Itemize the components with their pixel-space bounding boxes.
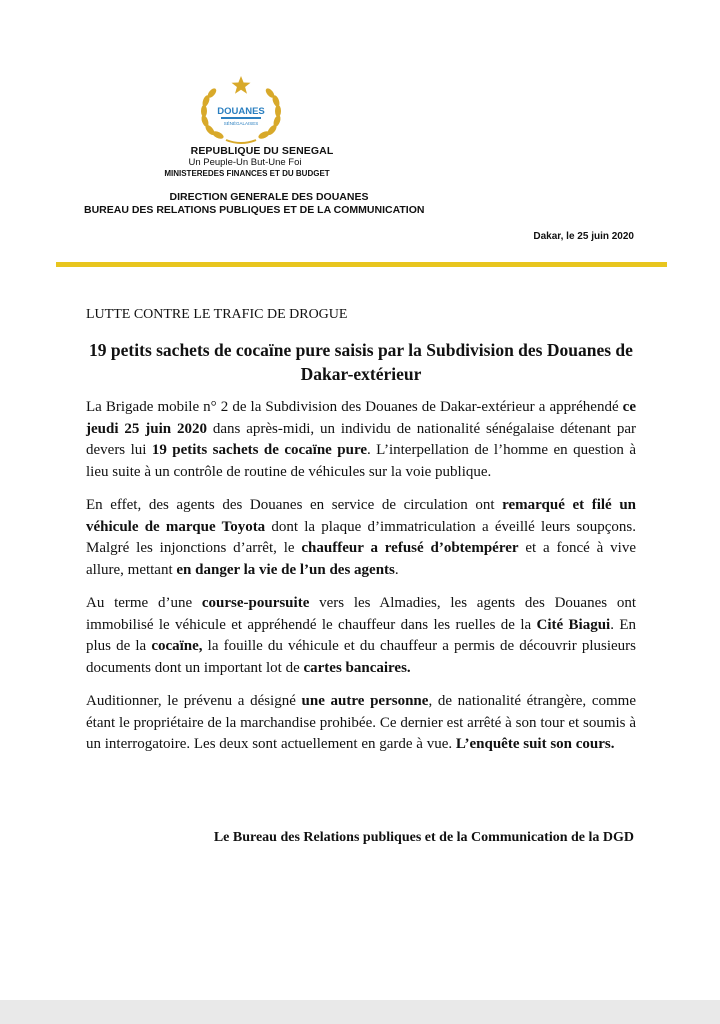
bold-span: cocaïne, xyxy=(151,638,203,654)
svg-text:SÉNÉGALAISES: SÉNÉGALAISES xyxy=(223,121,259,126)
douanes-emblem-logo xyxy=(196,72,286,146)
bold-span: remarqué et filé un véhicule de marque Toyota xyxy=(86,497,637,535)
header-bureau: BUREAU DES RELATIONS PUBLIQUES ET DE LA COMMUNICATION xyxy=(84,204,425,216)
paragraph-2 xyxy=(86,495,636,581)
signature: Le Bureau des Relations publiques et de la Communication de la DGD xyxy=(213,830,634,845)
text-span: , de nationalité étrangère, comme étant le propriétaire de la marchandise prohibée. Ce dernier est arrêté à son tour et soumis à un interrogatoire. Les deux sont actuellement en garde à vue. xyxy=(86,693,636,752)
bold-span: 19 petits sachets de cocaïne pure xyxy=(151,442,367,458)
paragraph-4 xyxy=(86,691,636,756)
text-span: En effet, des agents des Douanes en service de circulation ont xyxy=(86,497,503,513)
bold-span: ce jeudi 25 juin 2020 xyxy=(86,399,636,437)
bold-span: L’enquête suit son cours. xyxy=(455,736,615,752)
bold-span: en danger la vie de l’un des agents xyxy=(176,561,395,578)
bold-span: course-poursuite xyxy=(201,595,310,611)
bold-span: Cité Biagui xyxy=(536,616,611,633)
rubric-heading: LUTTE CONTRE LE TRAFIC DE DROGUE xyxy=(86,307,348,322)
text-span: Au terme d’une xyxy=(86,595,202,611)
bold-span: cartes bancaires. xyxy=(303,659,411,676)
text-span: . En plus de la xyxy=(86,616,636,654)
text-span: dans après-midi, un individu de nationalité sénégalaise détenant par devers lui xyxy=(86,420,636,458)
bold-span: une autre personne xyxy=(301,693,429,709)
gold-divider xyxy=(56,262,667,267)
header-ministry: MINISTEREDES FINANCES ET DU BUDGET xyxy=(164,169,330,178)
header-direction: DIRECTION GENERALE DES DOUANES xyxy=(169,191,369,203)
bold-span: chauffeur a refusé d’obtempérer xyxy=(301,540,519,556)
paragraph-1 xyxy=(86,397,636,483)
document-date: Dakar, le 25 juin 2020 xyxy=(533,231,634,242)
press-release-title: 19 petits sachets de cocaïne pure saisis par la Subdivision des Douanes de Dakar-extérieur xyxy=(89,340,633,384)
text-span: la fouille du véhicule et du chauffeur a permis de découvrir plusieurs documents dont un important lot de xyxy=(86,638,636,676)
press-release-body xyxy=(86,397,636,768)
paragraph-3 xyxy=(86,593,636,679)
svg-text:DOUANES: DOUANES xyxy=(217,106,265,117)
header-motto: Un Peuple-Un But-Une Foi xyxy=(188,157,302,168)
text-span: Auditionner, le prévenu a désigné xyxy=(86,693,302,709)
text-span: et a foncé à vive allure, mettant xyxy=(86,540,636,578)
header-republic: REPUBLIQUE DU SENEGAL xyxy=(190,145,334,157)
text-span: La Brigade mobile n° 2 de la Subdivision des Douanes de Dakar-extérieur a appréhendé xyxy=(86,399,623,415)
text-span: . xyxy=(394,561,399,578)
text-span: dont la plaque d’immatriculation a éveillé leurs soupçons. Malgré les injonctions d’arrêt, le xyxy=(86,518,636,556)
text-span: . L’interpellation de l’homme en question à lieu suite à un contrôle de routine de véhicules sur la voie publique. xyxy=(86,442,637,480)
page-bottom-edge xyxy=(0,1000,720,1024)
text-span: vers les Almadies, les agents des Douanes ont immobilisé le véhicule et appréhendé le chauffeur dans les ruelles de la xyxy=(86,595,636,633)
